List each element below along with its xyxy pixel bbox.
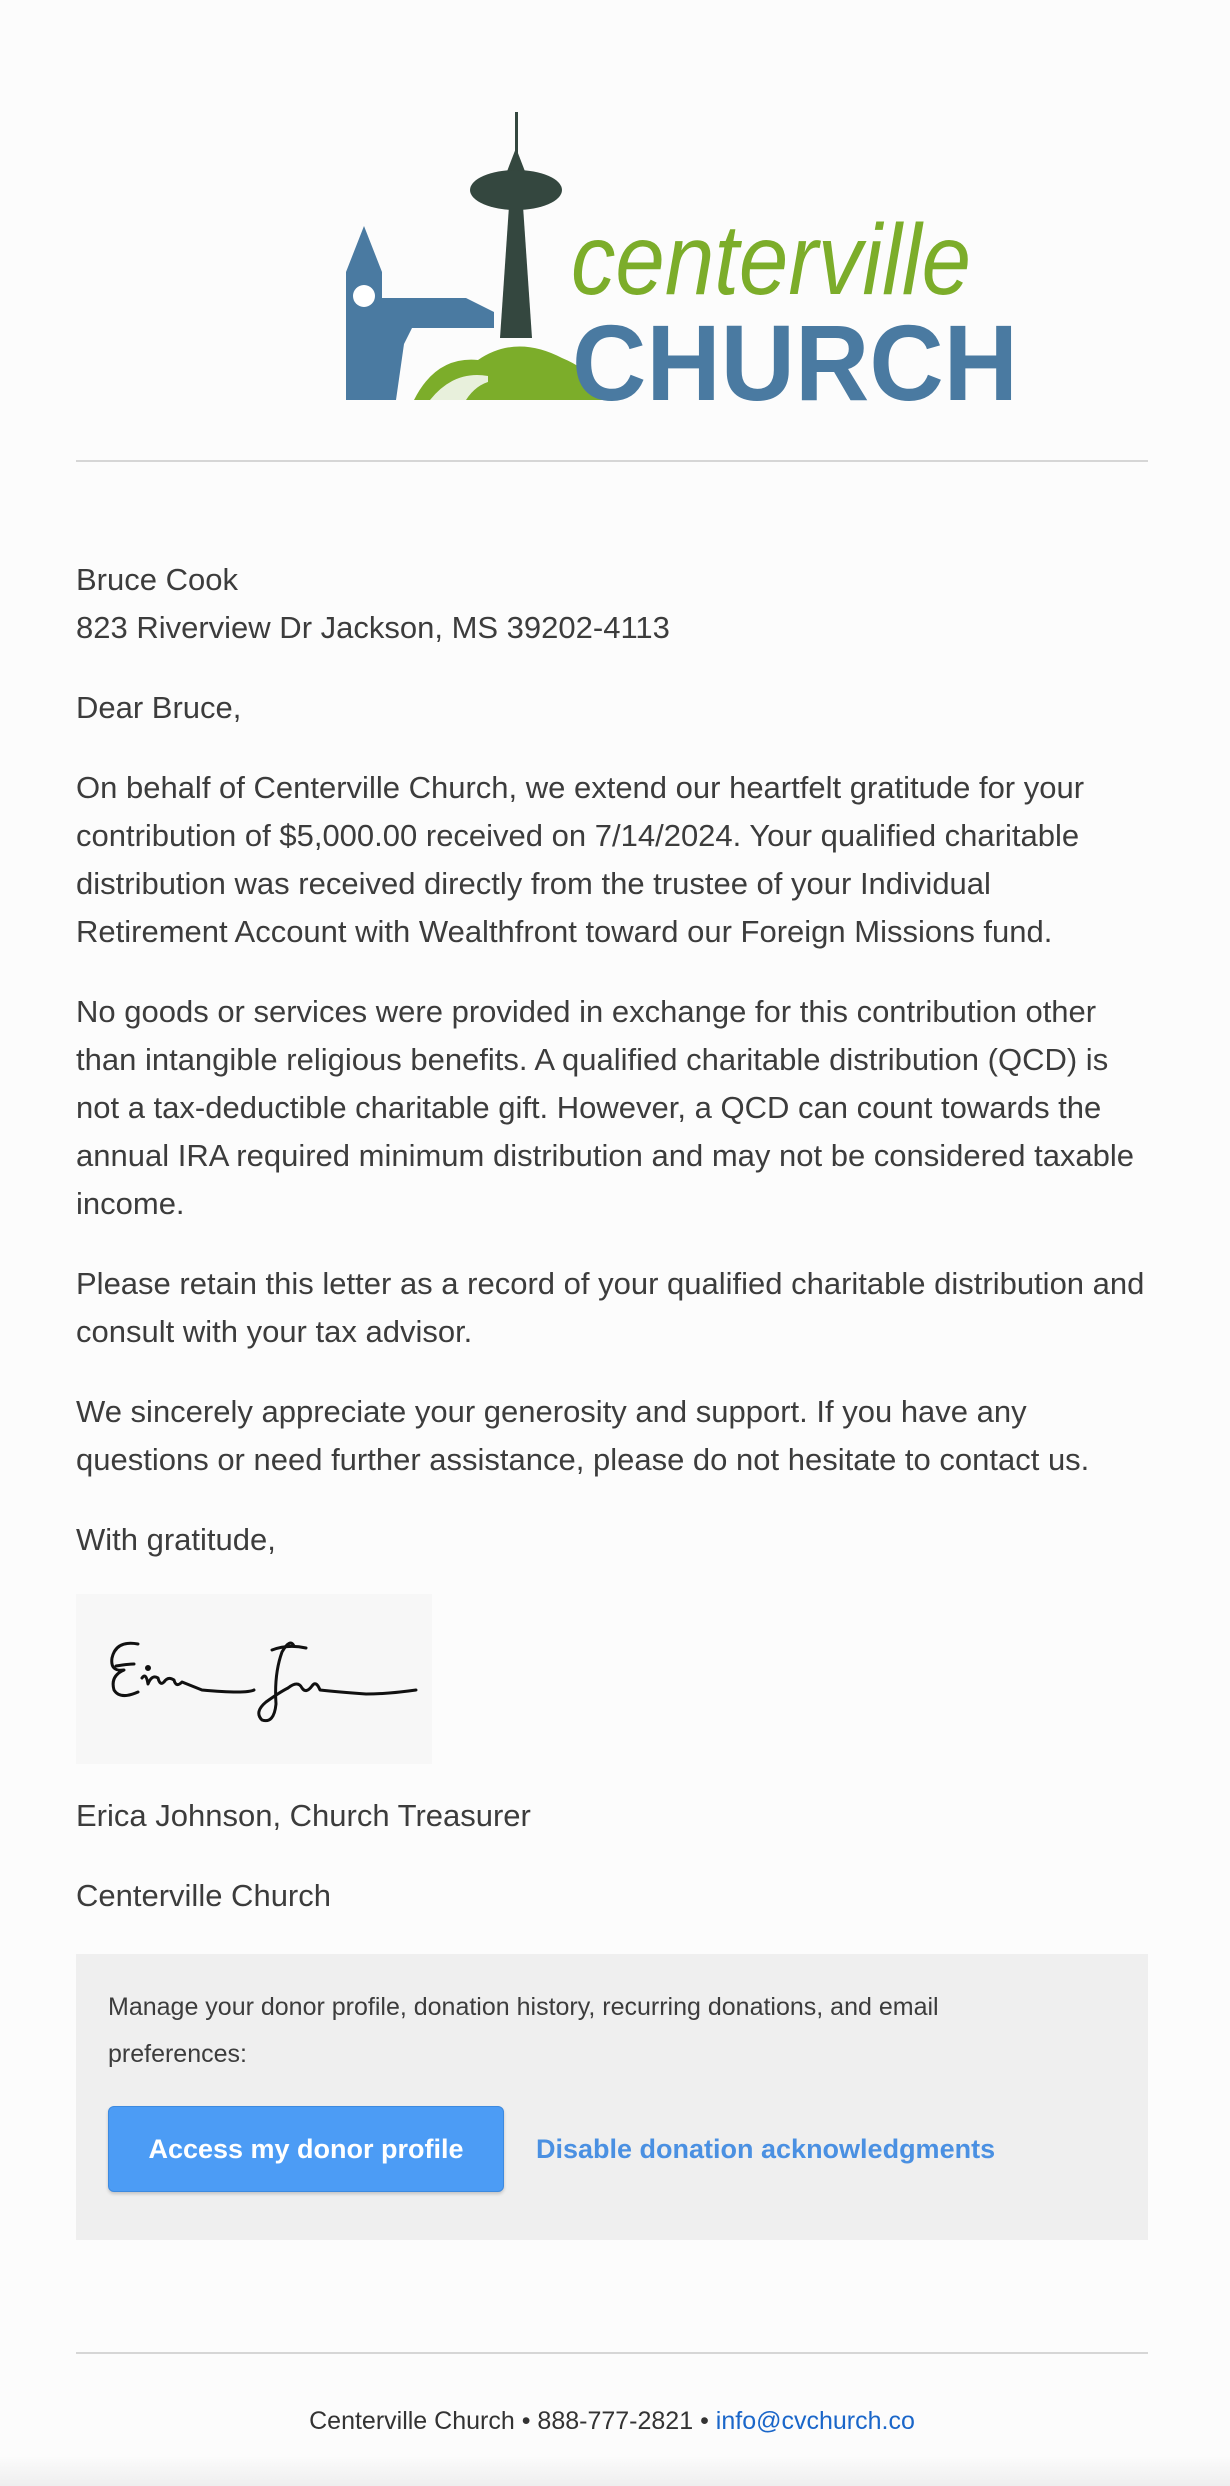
closing: With gratitude, bbox=[76, 1522, 276, 1557]
letter-paragraph-2: No goods or services were provided in exchange for this contribution other than intangible religious benefits. A qualified charitable distribution (QCD) is not a tax-deductible charitable gift. However, a QCD can count towards the annual IRA required minimum distribution and may not be considered taxable income. bbox=[76, 994, 1135, 1221]
letter-paragraph-4: We sincerely appreciate your generosity and support. If you have any questions or need further assistance, please do not hesitate to contact us. bbox=[76, 1394, 1090, 1477]
church-logo-graphic bbox=[266, 108, 1018, 423]
bottom-fade bbox=[0, 2456, 1230, 2486]
footer-phone: 888-777-2821 bbox=[537, 2407, 694, 2435]
signer-name: Erica Johnson, Church Treasurer bbox=[76, 1798, 531, 1833]
logo-name-line2: CHURCH bbox=[572, 302, 1018, 423]
church-logo bbox=[266, 108, 1018, 423]
recipient-block bbox=[76, 556, 1148, 652]
footer-separator: • bbox=[521, 2407, 531, 2435]
recipient-address: 823 Riverview Dr Jackson, MS 39202-4113 bbox=[76, 610, 670, 645]
footer-separator: • bbox=[700, 2407, 709, 2435]
footer-org: Centerville Church bbox=[309, 2407, 515, 2435]
manage-description: Manage your donor profile, donation history, recurring donations, and email preferences: bbox=[108, 1993, 939, 2068]
logo-name-line1: centerville bbox=[571, 204, 971, 316]
signer-organization: Centerville Church bbox=[76, 1878, 331, 1913]
handwritten-signature bbox=[76, 1594, 432, 1764]
disable-acknowledgments-link[interactable]: Disable donation acknowledgments bbox=[536, 2134, 996, 2164]
signature-image bbox=[76, 1594, 432, 1764]
header-divider bbox=[76, 460, 1148, 462]
letter-paragraph-1: On behalf of Centerville Church, we extend our heartfelt gratitude for your contribution of $5,000.00 received on 7/14/2024. Your qualified charitable distribution was received directly from the trustee of your Individual Retirement Account with Wealthfront toward our Foreign Missions fund. bbox=[76, 770, 1085, 949]
footer-email-link[interactable]: info@cvchurch.co bbox=[715, 2407, 915, 2435]
access-donor-profile-button[interactable]: Access my donor profile bbox=[108, 2106, 504, 2192]
footer bbox=[76, 2400, 1148, 2442]
donor-manage-panel bbox=[76, 1954, 1148, 2240]
letter-paragraph-3: Please retain this letter as a record of your qualified charitable distribution and consult with your tax advisor. bbox=[76, 1266, 1145, 1349]
tower-icon bbox=[470, 112, 562, 338]
recipient-name: Bruce Cook bbox=[76, 562, 238, 597]
letter-content bbox=[76, 556, 1148, 1596]
greeting: Dear Bruce, bbox=[76, 690, 242, 725]
footer-divider bbox=[76, 2352, 1148, 2354]
